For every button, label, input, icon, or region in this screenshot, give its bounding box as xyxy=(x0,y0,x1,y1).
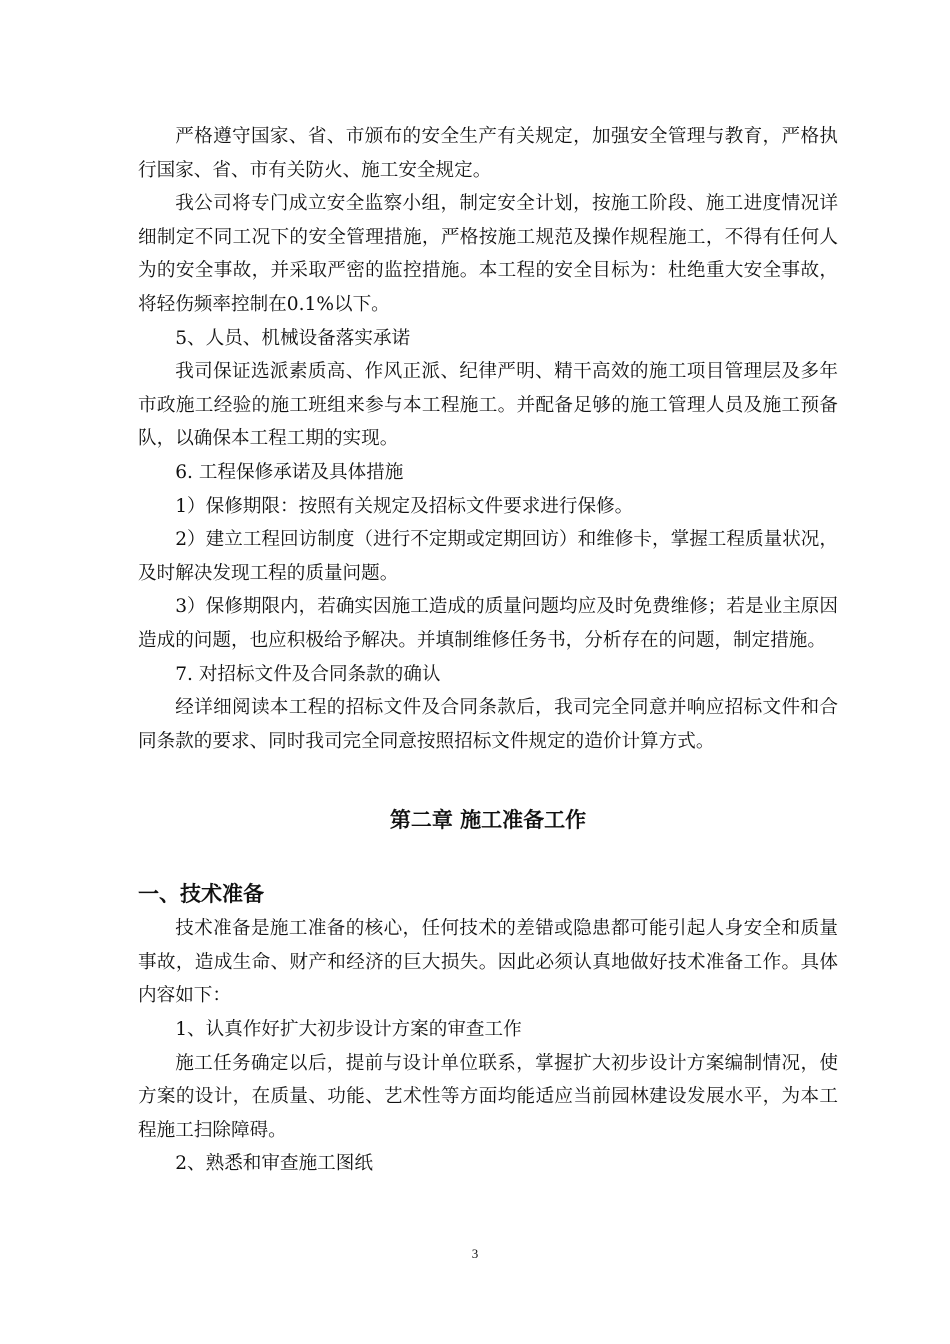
paragraph: 严格遵守国家、省、市颁布的安全生产有关规定，加强安全管理与教育，严格执行国家、省、市有关防火、施工安全规定。 xyxy=(138,126,838,181)
paragraph: 我司保证选派素质高、作风正派、纪律严明、精干高效的施工项目管理层及多年市政施工经验的施工班组来参与本工程施工。并配备足够的施工管理人员及施工预备队，以确保本工程工期的实现。 xyxy=(138,361,838,450)
document-page xyxy=(138,120,838,1181)
list-item: 1）保修期限：按照有关规定及招标文件要求进行保修。 xyxy=(175,495,634,517)
paragraph: 经详细阅读本工程的招标文件及合同条款后，我司完全同意并响应招标文件和合同条款的要求、同时我司完全同意按照招标文件规定的造价计算方式。 xyxy=(138,697,838,752)
subheading: 5、人员、机械设备落实承诺 xyxy=(175,327,411,349)
chapter-title: 第二章 施工准备工作 xyxy=(389,807,587,833)
subheading: 2、熟悉和审查施工图纸 xyxy=(175,1153,373,1175)
paragraph: 我公司将专门成立安全监察小组，制定安全计划，按施工阶段、施工进度情况详细制定不同工况下的安全管理措施，严格按施工规范及操作规程施工，不得有任何人为的安全事故，并采取严密的监控措施。本工程的安全目标为：杜绝重大安全事故，将轻伤频率控制在0.1%以下。 xyxy=(138,193,838,315)
list-item: 2）建立工程回访制度（进行不定期或定期回访）和维修卡，掌握工程质量状况，及时解决发现工程的质量问题。 xyxy=(138,529,838,584)
list-item: 3）保修期限内，若确实因施工造成的质量问题均应及时免费维修；若是业主原因造成的问题，也应积极给予解决。并填制维修任务书，分析存在的问题，制定措施。 xyxy=(138,596,838,651)
paragraph: 技术准备是施工准备的核心，任何技术的差错或隐患都可能引起人身安全和质量事故，造成生命、财产和经济的巨大损失。因此必须认真地做好技术准备工作。具体内容如下： xyxy=(138,918,838,1007)
subheading: 6. 工程保修承诺及具体措施 xyxy=(175,461,404,483)
page-number: 3 xyxy=(471,1246,479,1261)
paragraph: 施工任务确定以后，提前与设计单位联系，掌握扩大初步设计方案编制情况，使方案的设计，在质量、功能、艺术性等方面均能适应当前园林建设发展水平，为本工程施工扫除障碍。 xyxy=(138,1052,838,1141)
section-title: 一、技术准备 xyxy=(138,881,264,907)
subheading: 1、认真作好扩大初步设计方案的审查工作 xyxy=(175,1019,522,1041)
subheading: 7. 对招标文件及合同条款的确认 xyxy=(175,663,441,685)
